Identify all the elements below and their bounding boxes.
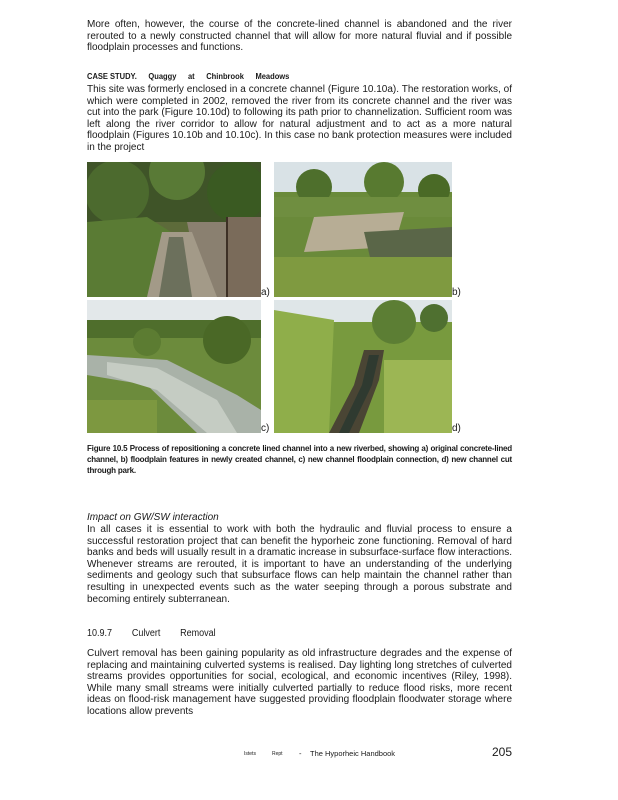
- intro-paragraph: More often, however, the course of the concrete-lined channel is abandoned and the river rerouted to a newly constructed channel that will allow for more natural fluvial and if possible floodplain processes and functions.: [87, 19, 512, 54]
- culvert-paragraph: Culvert removal has been gaining popularity as old infrastructure degrades and the expense of replacing and maintaining culverted systems is realised. Day lighting long stretches of culverted streams provides opportunities for social, ecological, and economic incentives (Riley, 1998). While many small streams were initially culverted partially to reduce flood risks, more recent ideas on flood-risk management have suggested providing floodplain floodwater storage where locations allow prevents: [87, 648, 512, 717]
- impact-heading: Impact on GW/SW interaction: [87, 512, 219, 523]
- impact-section: [87, 512, 512, 605]
- panel-label-a: a): [261, 287, 270, 298]
- panel-label-d: d): [452, 423, 461, 434]
- case-study-name-1: Quaggy: [148, 72, 177, 81]
- case-study-name-4: Meadows: [255, 72, 290, 81]
- photo-b-floodplain-features: [274, 162, 452, 297]
- page-number: 205: [492, 745, 513, 759]
- footer-title: The Hyporheic Handbook: [310, 749, 396, 758]
- photo-a-concrete-channel: [87, 162, 261, 297]
- case-study-block: [87, 84, 512, 154]
- photo-c-floodplain-connection: [87, 300, 261, 433]
- intro-block: [87, 19, 512, 54]
- culvert-section: [87, 648, 512, 718]
- section-number: 10.9.7: [87, 628, 113, 639]
- case-study-name-3: Chinbrook: [206, 72, 244, 81]
- section-heading: [87, 628, 512, 639]
- impact-paragraph: In all cases it is essential to work with both the hydraulic and fluvial process to ensure a successful restoration project that can benefit the hyporheic zone functioning. Removal of hard banks and beds will usually result in a dramatic increase in subsurface-surface flow interactions. Whenever streams are rerouted, it is important to have an understanding of the underlying sediments and geology such that subsurface flows can help maintain the channel rather than resulting in unexpected events such as the water seeping through a porous substrate and becoming entirely subterranean.: [87, 524, 512, 605]
- case-study-name-2: at: [187, 72, 195, 81]
- photo-d-channel-through-park: [274, 300, 452, 433]
- case-study-label: CASE STUDY.: [87, 72, 137, 81]
- section-word-2: Removal: [180, 628, 216, 639]
- case-study-paragraph: This site was formerly enclosed in a concrete channel (Figure 10.10a). The restoration works, of which were completed in 2002, removed the river from its concrete channel and the river was cut into the park (Figure 10.10d) to following its path prior to channelization. Sufficient room was left along the river corridor to allow for natural adjustment and to act as a more natural floodplain (Figures 10.10b and 10.10c). In this case no bank protection measures were included in the project: [87, 84, 512, 153]
- footer-left-2: Rept: [272, 751, 283, 757]
- panel-label-b: b): [452, 287, 461, 298]
- footer-left-1: Istets: [244, 751, 256, 757]
- footer-separator: -: [299, 749, 302, 758]
- panel-label-c: c): [261, 423, 270, 434]
- case-study-heading: [87, 72, 512, 81]
- figure-caption: Figure 10.5 Process of repositioning a concrete lined channel into a new riverbed, showing a) original concrete-lined channel, b) floodplain features in newly created channel, c) new channel floodplain connection, d) new channel cut through park.: [87, 444, 512, 475]
- figure-caption-block: [87, 443, 512, 476]
- section-word-1: Culvert: [131, 628, 161, 639]
